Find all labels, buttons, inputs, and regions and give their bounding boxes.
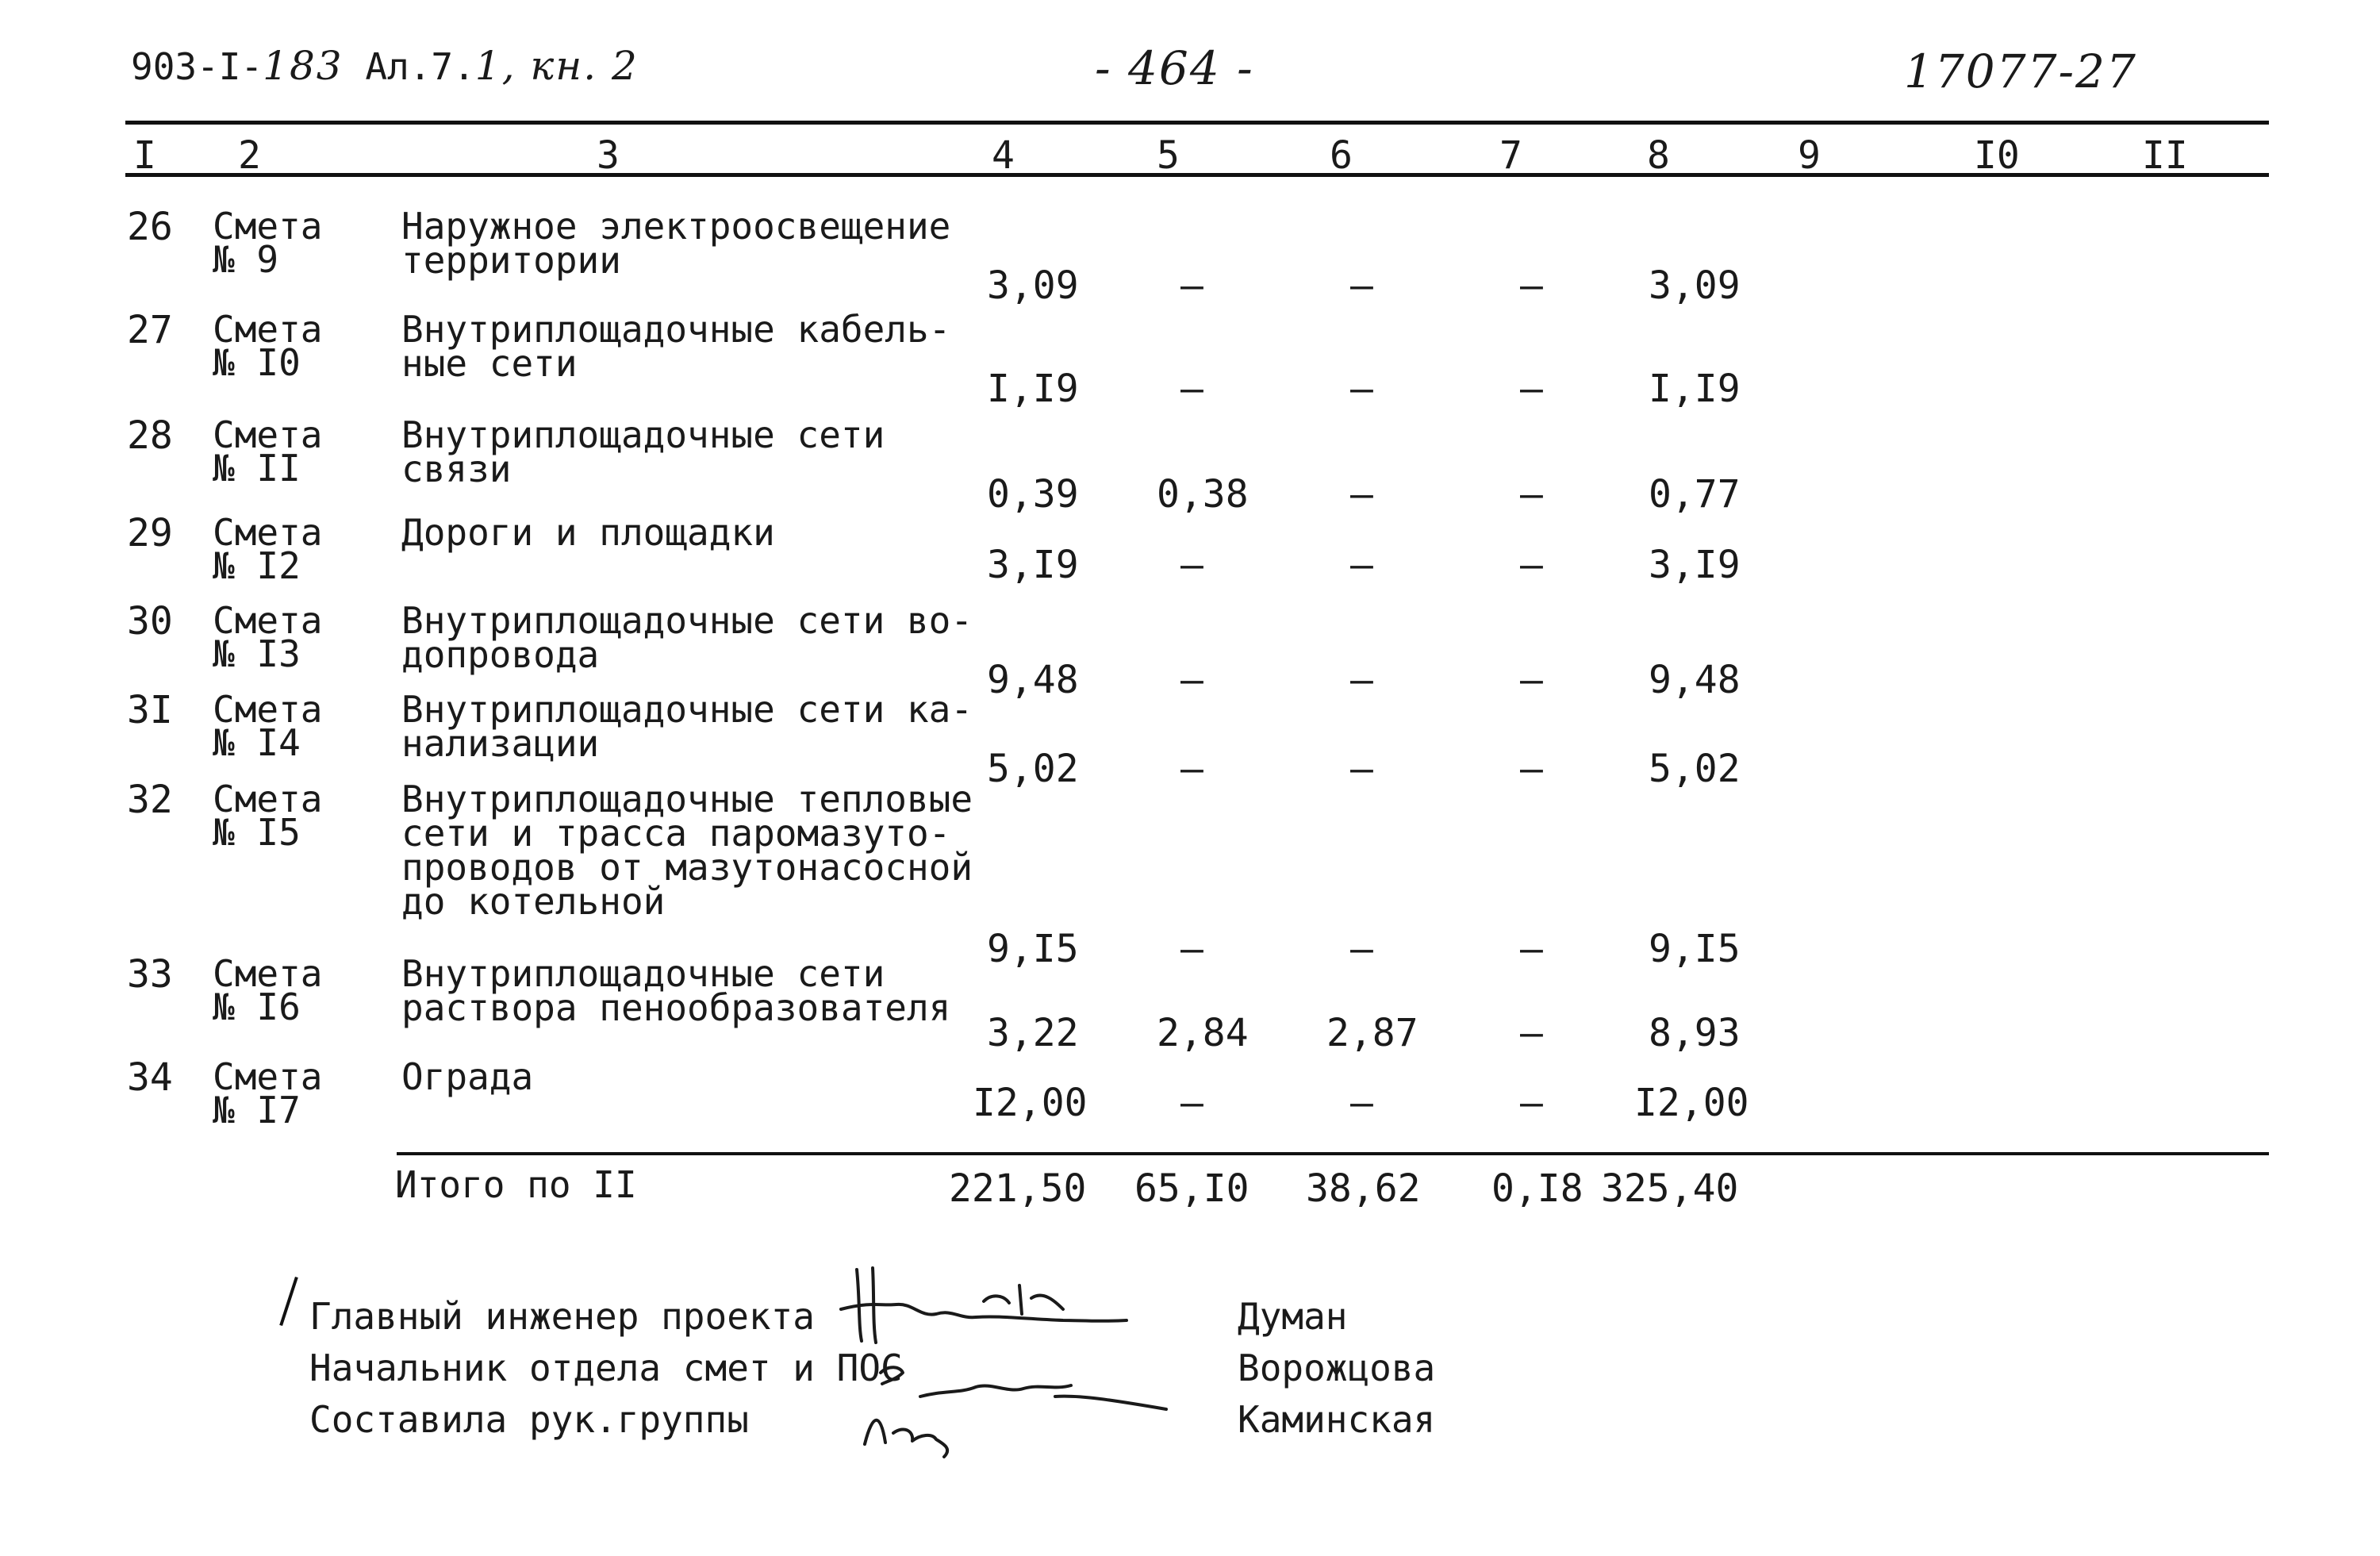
row-number: 34	[127, 1055, 173, 1100]
column-number: I0	[1974, 133, 2020, 178]
estimate-ref: Смета	[213, 413, 323, 456]
value-c4: 9,48	[987, 658, 1079, 702]
value-c6: –	[1350, 1081, 1373, 1125]
row-number: 30	[127, 599, 173, 644]
description-line: Внутриплощадочные сети	[401, 952, 885, 995]
row-number: 29	[127, 511, 173, 555]
estimate-ref: Смета	[213, 952, 323, 995]
estimate-ref: Смета	[213, 778, 323, 820]
value-c8: 9,48	[1649, 658, 1741, 702]
row-number: 32	[127, 778, 173, 822]
value-c5: 0,38	[1157, 472, 1249, 517]
value-c4: I,I9	[987, 367, 1079, 411]
column-number: 6	[1330, 133, 1353, 178]
value-c4: 3,09	[987, 263, 1079, 308]
signature-mark	[279, 1277, 298, 1326]
description-line: Внутриплощадочные тепловые	[401, 778, 973, 820]
signature-name: Каминская	[1238, 1398, 1436, 1441]
column-number: 8	[1647, 133, 1670, 178]
signature-stroke	[865, 1420, 947, 1457]
row-number: 33	[127, 952, 173, 997]
signature-name: Думан	[1238, 1295, 1348, 1338]
signature-stroke	[984, 1285, 1063, 1314]
description-line: сети и трасса паромазуто-	[401, 812, 951, 855]
value-c7: –	[1520, 472, 1543, 517]
total-col5: 65,I0	[1134, 1166, 1250, 1211]
total-rule	[397, 1152, 2269, 1155]
column-number: 9	[1798, 133, 1821, 178]
document-code-print: 903-I-	[131, 45, 263, 88]
value-c8: 9,I5	[1649, 927, 1741, 971]
value-c5: –	[1180, 658, 1203, 702]
value-c5: –	[1180, 1081, 1203, 1125]
value-c4: 9,I5	[987, 927, 1079, 971]
value-c5: –	[1180, 747, 1203, 791]
value-c5: –	[1180, 543, 1203, 587]
value-c6: –	[1350, 543, 1373, 587]
description-line: проводов от мазутонасосной	[401, 846, 973, 889]
value-c7: –	[1520, 747, 1543, 791]
value-c4: 5,02	[987, 747, 1079, 791]
value-c5: –	[1180, 263, 1203, 308]
value-c8: 5,02	[1649, 747, 1741, 791]
column-number: 3	[597, 133, 620, 178]
signature-stroke	[881, 1367, 903, 1384]
column-number: 4	[992, 133, 1015, 178]
value-c4: I2,00	[973, 1081, 1088, 1125]
value-c6: –	[1350, 472, 1373, 517]
album-handwritten: 1, кн. 2	[474, 43, 639, 89]
value-c6: –	[1350, 747, 1373, 791]
value-c8: 3,I9	[1649, 543, 1741, 587]
value-c8: I2,00	[1634, 1081, 1749, 1125]
column-number: 5	[1157, 133, 1180, 178]
value-c7: –	[1520, 1081, 1543, 1125]
description-line: раствора пенообразователя	[401, 986, 951, 1029]
value-c8: 8,93	[1649, 1011, 1741, 1055]
description-line: Внутриплощадочные кабель-	[401, 308, 951, 351]
estimate-ref-number: № I0	[213, 341, 301, 384]
value-c7: –	[1520, 543, 1543, 587]
description-line: Внутриплощадочные сети во-	[401, 599, 973, 642]
album-label: Ал.7.	[365, 45, 475, 88]
estimate-ref-number: № I6	[213, 985, 301, 1028]
estimate-ref-number: № 9	[213, 238, 279, 281]
estimate-ref-number: № II	[213, 447, 301, 490]
row-number: 28	[127, 413, 173, 458]
estimate-ref-number: № I5	[213, 811, 301, 854]
value-c7: –	[1520, 658, 1543, 702]
sheet-code: 17077-27	[1904, 44, 2137, 98]
signature-name: Ворожцова	[1238, 1347, 1436, 1389]
description-line: территории	[401, 239, 621, 282]
estimate-ref-number: № I3	[213, 632, 301, 675]
description-line: ные сети	[401, 342, 578, 385]
value-c6: –	[1350, 263, 1373, 308]
estimate-ref: Смета	[213, 599, 323, 642]
description-line: до котельной	[401, 880, 666, 923]
column-number: 2	[238, 133, 261, 178]
header-top-rule	[125, 121, 2269, 125]
row-number: 3I	[127, 688, 173, 732]
value-c4: 3,I9	[987, 543, 1079, 587]
value-c8: 0,77	[1649, 472, 1741, 517]
total-col6: 38,62	[1306, 1166, 1421, 1211]
description-line: связи	[401, 448, 512, 490]
estimate-ref: Смета	[213, 308, 323, 351]
value-c7: –	[1520, 367, 1543, 411]
estimate-ref: Смета	[213, 205, 323, 248]
description-line: Ограда	[401, 1055, 534, 1098]
description-line: допровода	[401, 633, 600, 676]
signature-role: Главный инженер проекта	[309, 1295, 815, 1338]
value-c6: 2,87	[1326, 1011, 1418, 1055]
value-c6: –	[1350, 927, 1373, 971]
estimate-ref-number: № I2	[213, 544, 301, 587]
value-c4: 3,22	[987, 1011, 1079, 1055]
document-code-handwritten: 183	[263, 43, 344, 89]
value-c7: –	[1520, 1011, 1543, 1055]
description-line: Дороги и площадки	[401, 511, 775, 554]
total-col8: 325,40	[1601, 1166, 1739, 1211]
signature-stroke	[1055, 1397, 1166, 1409]
signature-stroke	[841, 1304, 1127, 1321]
column-number: II	[2142, 133, 2188, 178]
column-number: 7	[1499, 133, 1522, 178]
estimate-ref-number: № I7	[213, 1089, 301, 1131]
handwritten-signatures	[825, 1254, 1206, 1460]
document-code	[131, 43, 639, 89]
total-col7: 0,I8	[1491, 1166, 1583, 1211]
value-c5: 2,84	[1157, 1011, 1249, 1055]
header-bottom-rule	[125, 173, 2269, 177]
description-line: нализации	[401, 722, 600, 765]
column-number: I	[133, 133, 156, 178]
signature-stroke	[920, 1385, 1071, 1397]
total-col4: 221,50	[949, 1166, 1087, 1211]
value-c6: –	[1350, 367, 1373, 411]
value-c5: –	[1180, 367, 1203, 411]
estimate-ref: Смета	[213, 1055, 323, 1098]
description-line: Внутриплощадочные сети	[401, 413, 885, 456]
estimate-ref: Смета	[213, 688, 323, 731]
signature-role: Начальник отдела смет и ПОС	[309, 1347, 903, 1389]
estimate-ref: Смета	[213, 511, 323, 554]
signature-role: Составила рук.группы	[309, 1398, 749, 1441]
value-c6: –	[1350, 658, 1373, 702]
description-line: Внутриплощадочные сети ка-	[401, 688, 973, 731]
value-c8: 3,09	[1649, 263, 1741, 308]
total-label: Итого по II	[395, 1163, 637, 1206]
value-c4: 0,39	[987, 472, 1079, 517]
row-number: 27	[127, 308, 173, 352]
page-number: - 464 -	[1095, 41, 1254, 95]
description-line: Наружное электроосвещение	[401, 205, 951, 248]
value-c5: –	[1180, 927, 1203, 971]
row-number: 26	[127, 205, 173, 249]
value-c7: –	[1520, 263, 1543, 308]
estimate-ref-number: № I4	[213, 721, 301, 764]
value-c7: –	[1520, 927, 1543, 971]
value-c8: I,I9	[1649, 367, 1741, 411]
